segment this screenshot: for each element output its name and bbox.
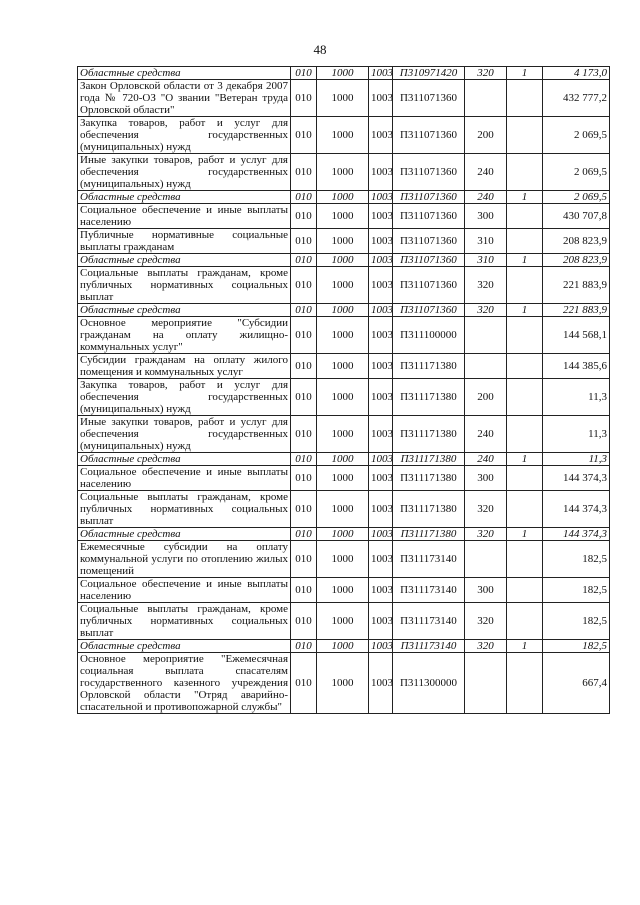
funding-source xyxy=(507,80,543,117)
amount: 144 385,6 xyxy=(543,354,610,379)
section-code: 1000 xyxy=(317,640,369,653)
amount: 182,5 xyxy=(543,578,610,603)
section-code: 1000 xyxy=(317,491,369,528)
amount: 182,5 xyxy=(543,640,610,653)
expense-type-code: 320 xyxy=(465,528,507,541)
expense-type-code: 320 xyxy=(465,67,507,80)
section-code: 1000 xyxy=(317,541,369,578)
target-article-code: П311171380 xyxy=(393,453,465,466)
row-name: Социальное обеспечение и иные выплаты населению xyxy=(78,466,291,491)
table-row xyxy=(78,466,610,491)
funding-source xyxy=(507,653,543,714)
target-article-code: П310971420 xyxy=(393,67,465,80)
amount: 2 069,5 xyxy=(543,117,610,154)
amount: 182,5 xyxy=(543,541,610,578)
section-code: 1000 xyxy=(317,603,369,640)
row-name: Закупка товаров, работ и услуг для обеспечения государственных (муниципальных) нужд xyxy=(78,379,291,416)
table-row xyxy=(78,229,610,254)
ministry-code: 010 xyxy=(291,416,317,453)
subsection-code: 1003 xyxy=(369,117,393,154)
section-code: 1000 xyxy=(317,466,369,491)
amount: 144 568,1 xyxy=(543,317,610,354)
subsection-code: 1003 xyxy=(369,466,393,491)
target-article-code: П311100000 xyxy=(393,317,465,354)
target-article-code: П311071360 xyxy=(393,229,465,254)
subsection-code: 1003 xyxy=(369,67,393,80)
row-name: Областные средства xyxy=(78,453,291,466)
ministry-code: 010 xyxy=(291,528,317,541)
expense-type-code: 320 xyxy=(465,304,507,317)
row-name: Областные средства xyxy=(78,67,291,80)
ministry-code: 010 xyxy=(291,578,317,603)
amount: 667,4 xyxy=(543,653,610,714)
funding-source xyxy=(507,603,543,640)
target-article-code: П311173140 xyxy=(393,603,465,640)
table-row xyxy=(78,317,610,354)
expense-type-code xyxy=(465,541,507,578)
expense-type-code: 240 xyxy=(465,154,507,191)
expense-type-code xyxy=(465,354,507,379)
row-name: Социальное обеспечение и иные выплаты населению xyxy=(78,578,291,603)
section-code: 1000 xyxy=(317,354,369,379)
table-row xyxy=(78,204,610,229)
section-code: 1000 xyxy=(317,578,369,603)
funding-source xyxy=(507,466,543,491)
amount: 4 173,0 xyxy=(543,67,610,80)
target-article-code: П311171380 xyxy=(393,354,465,379)
target-article-code: П311173140 xyxy=(393,541,465,578)
amount: 221 883,9 xyxy=(543,304,610,317)
row-name: Областные средства xyxy=(78,304,291,317)
ministry-code: 010 xyxy=(291,541,317,578)
subsection-code: 1003 xyxy=(369,191,393,204)
subsection-code: 1003 xyxy=(369,379,393,416)
row-name: Областные средства xyxy=(78,191,291,204)
expense-type-code: 300 xyxy=(465,578,507,603)
row-name: Закупка товаров, работ и услуг для обеспечения государственных (муниципальных) нужд xyxy=(78,117,291,154)
subsection-code: 1003 xyxy=(369,317,393,354)
amount: 221 883,9 xyxy=(543,267,610,304)
target-article-code: П311071360 xyxy=(393,204,465,229)
table-row xyxy=(78,416,610,453)
section-code: 1000 xyxy=(317,379,369,416)
row-name: Областные средства xyxy=(78,640,291,653)
funding-source: 1 xyxy=(507,304,543,317)
section-code: 1000 xyxy=(317,67,369,80)
ministry-code: 010 xyxy=(291,191,317,204)
table-row xyxy=(78,653,610,714)
ministry-code: 010 xyxy=(291,67,317,80)
expense-type-code: 320 xyxy=(465,640,507,653)
table-row xyxy=(78,603,610,640)
ministry-code: 010 xyxy=(291,640,317,653)
expense-type-code xyxy=(465,317,507,354)
subsection-code: 1003 xyxy=(369,154,393,191)
funding-source xyxy=(507,204,543,229)
ministry-code: 010 xyxy=(291,254,317,267)
amount: 11,3 xyxy=(543,379,610,416)
row-name: Ежемесячные субсидии на оплату коммунальной услуги по отоплению жилых помещений xyxy=(78,541,291,578)
target-article-code: П311173140 xyxy=(393,578,465,603)
subsection-code: 1003 xyxy=(369,80,393,117)
ministry-code: 010 xyxy=(291,267,317,304)
funding-source xyxy=(507,491,543,528)
ministry-code: 010 xyxy=(291,453,317,466)
target-article-code: П311171380 xyxy=(393,491,465,528)
subsection-code: 1003 xyxy=(369,204,393,229)
target-article-code: П311071360 xyxy=(393,267,465,304)
subsection-code: 1003 xyxy=(369,603,393,640)
regional-funds-row xyxy=(78,453,610,466)
row-name: Областные средства xyxy=(78,254,291,267)
row-name: Областные средства xyxy=(78,528,291,541)
ministry-code: 010 xyxy=(291,466,317,491)
subsection-code: 1003 xyxy=(369,653,393,714)
expense-type-code: 240 xyxy=(465,416,507,453)
funding-source: 1 xyxy=(507,67,543,80)
ministry-code: 010 xyxy=(291,229,317,254)
amount: 11,3 xyxy=(543,453,610,466)
section-code: 1000 xyxy=(317,304,369,317)
subsection-code: 1003 xyxy=(369,640,393,653)
target-article-code: П311171380 xyxy=(393,466,465,491)
row-name: Публичные нормативные социальные выплаты гражданам xyxy=(78,229,291,254)
amount: 432 777,2 xyxy=(543,80,610,117)
ministry-code: 010 xyxy=(291,117,317,154)
funding-source xyxy=(507,229,543,254)
row-name: Социальное обеспечение и иные выплаты населению xyxy=(78,204,291,229)
subsection-code: 1003 xyxy=(369,528,393,541)
subsection-code: 1003 xyxy=(369,416,393,453)
table-row xyxy=(78,578,610,603)
amount: 11,3 xyxy=(543,416,610,453)
subsection-code: 1003 xyxy=(369,453,393,466)
section-code: 1000 xyxy=(317,653,369,714)
funding-source xyxy=(507,267,543,304)
expense-type-code: 310 xyxy=(465,229,507,254)
expense-type-code: 300 xyxy=(465,204,507,229)
funding-source xyxy=(507,317,543,354)
section-code: 1000 xyxy=(317,191,369,204)
target-article-code: П311071360 xyxy=(393,154,465,191)
target-article-code: П311071360 xyxy=(393,254,465,267)
table-row xyxy=(78,80,610,117)
funding-source xyxy=(507,541,543,578)
funding-source xyxy=(507,416,543,453)
subsection-code: 1003 xyxy=(369,304,393,317)
row-name: Субсидии гражданам на оплату жилого помещения и коммунальных услуг xyxy=(78,354,291,379)
table-body xyxy=(78,67,610,714)
funding-source xyxy=(507,154,543,191)
regional-funds-row xyxy=(78,304,610,317)
funding-source xyxy=(507,578,543,603)
regional-funds-row xyxy=(78,640,610,653)
funding-source xyxy=(507,354,543,379)
section-code: 1000 xyxy=(317,453,369,466)
ministry-code: 010 xyxy=(291,154,317,191)
expense-type-code xyxy=(465,653,507,714)
row-name: Закон Орловской области от 3 декабря 2007 года № 720-ОЗ "О звании "Ветеран труда Орловской области" xyxy=(78,80,291,117)
subsection-code: 1003 xyxy=(369,267,393,304)
amount: 144 374,3 xyxy=(543,491,610,528)
row-name: Социальные выплаты гражданам, кроме публичных нормативных социальных выплат xyxy=(78,267,291,304)
target-article-code: П311171380 xyxy=(393,379,465,416)
amount: 144 374,3 xyxy=(543,466,610,491)
expense-type-code xyxy=(465,80,507,117)
budget-table xyxy=(77,66,610,714)
row-name: Основное мероприятие "Субсидии гражданам на оплату жилищно-коммунальных услуг" xyxy=(78,317,291,354)
amount: 430 707,8 xyxy=(543,204,610,229)
section-code: 1000 xyxy=(317,80,369,117)
target-article-code: П311171380 xyxy=(393,528,465,541)
regional-funds-row xyxy=(78,528,610,541)
row-name: Иные закупки товаров, работ и услуг для обеспечения государственных (муниципальных) нужд xyxy=(78,154,291,191)
table-row xyxy=(78,379,610,416)
amount: 208 823,9 xyxy=(543,229,610,254)
subsection-code: 1003 xyxy=(369,254,393,267)
section-code: 1000 xyxy=(317,416,369,453)
ministry-code: 010 xyxy=(291,653,317,714)
row-name: Иные закупки товаров, работ и услуг для обеспечения государственных (муниципальных) нужд xyxy=(78,416,291,453)
table-row xyxy=(78,117,610,154)
amount: 2 069,5 xyxy=(543,154,610,191)
page-number: 48 xyxy=(313,42,327,57)
table-row xyxy=(78,267,610,304)
expense-type-code: 240 xyxy=(465,191,507,204)
funding-source xyxy=(507,117,543,154)
target-article-code: П311071360 xyxy=(393,80,465,117)
ministry-code: 010 xyxy=(291,204,317,229)
row-name: Социальные выплаты гражданам, кроме публичных нормативных социальных выплат xyxy=(78,491,291,528)
amount: 144 374,3 xyxy=(543,528,610,541)
ministry-code: 010 xyxy=(291,80,317,117)
amount: 2 069,5 xyxy=(543,191,610,204)
section-code: 1000 xyxy=(317,154,369,191)
funding-source: 1 xyxy=(507,640,543,653)
table-row xyxy=(78,154,610,191)
section-code: 1000 xyxy=(317,204,369,229)
section-code: 1000 xyxy=(317,267,369,304)
target-article-code: П311071360 xyxy=(393,117,465,154)
subsection-code: 1003 xyxy=(369,229,393,254)
ministry-code: 010 xyxy=(291,354,317,379)
subsection-code: 1003 xyxy=(369,541,393,578)
expense-type-code: 320 xyxy=(465,603,507,640)
funding-source: 1 xyxy=(507,191,543,204)
regional-funds-row xyxy=(78,254,610,267)
table-row xyxy=(78,491,610,528)
expense-type-code: 200 xyxy=(465,379,507,416)
section-code: 1000 xyxy=(317,528,369,541)
expense-type-code: 300 xyxy=(465,466,507,491)
expense-type-code: 310 xyxy=(465,254,507,267)
subsection-code: 1003 xyxy=(369,491,393,528)
target-article-code: П311071360 xyxy=(393,304,465,317)
section-code: 1000 xyxy=(317,254,369,267)
section-code: 1000 xyxy=(317,117,369,154)
subsection-code: 1003 xyxy=(369,578,393,603)
section-code: 1000 xyxy=(317,317,369,354)
expense-type-code: 320 xyxy=(465,491,507,528)
row-name: Основное мероприятие "Ежемесячная социальная выплата спасателям государственного казенного учреждения Орловской области "Отряд аварийно-спасательной и противопожарной службы" xyxy=(78,653,291,714)
amount: 208 823,9 xyxy=(543,254,610,267)
target-article-code: П311171380 xyxy=(393,416,465,453)
amount: 182,5 xyxy=(543,603,610,640)
table-row xyxy=(78,541,610,578)
regional-funds-row xyxy=(78,67,610,80)
funding-source: 1 xyxy=(507,254,543,267)
funding-source: 1 xyxy=(507,453,543,466)
ministry-code: 010 xyxy=(291,317,317,354)
ministry-code: 010 xyxy=(291,379,317,416)
expense-type-code: 200 xyxy=(465,117,507,154)
funding-source xyxy=(507,379,543,416)
section-code: 1000 xyxy=(317,229,369,254)
ministry-code: 010 xyxy=(291,304,317,317)
table-row xyxy=(78,354,610,379)
row-name: Социальные выплаты гражданам, кроме публичных нормативных социальных выплат xyxy=(78,603,291,640)
ministry-code: 010 xyxy=(291,603,317,640)
target-article-code: П311071360 xyxy=(393,191,465,204)
subsection-code: 1003 xyxy=(369,354,393,379)
expense-type-code: 320 xyxy=(465,267,507,304)
target-article-code: П311173140 xyxy=(393,640,465,653)
target-article-code: П311300000 xyxy=(393,653,465,714)
funding-source: 1 xyxy=(507,528,543,541)
regional-funds-row xyxy=(78,191,610,204)
expense-type-code: 240 xyxy=(465,453,507,466)
ministry-code: 010 xyxy=(291,491,317,528)
